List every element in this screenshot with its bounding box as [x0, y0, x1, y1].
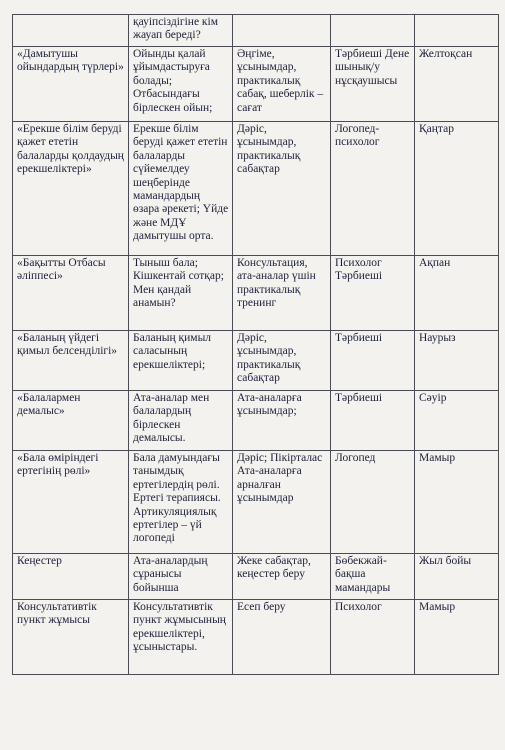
topic-cell: «Баланың үйдегі қимыл белсенділігі»: [13, 331, 129, 391]
responsible-cell: Логопед-психолог: [331, 122, 415, 256]
topic-cell: «Ерекше білім беруді қажет ететін балаларды қолдаудың ерекшеліктері»: [13, 122, 129, 256]
date-cell: [415, 15, 499, 47]
responsible-cell: Тәрбиеші: [331, 391, 415, 451]
responsible-cell: [331, 15, 415, 47]
form-cell: Дәріс; Пікірталас Ата-аналарға арналған ұсынымдар: [233, 451, 331, 554]
form-cell: Дәріс, ұсынымдар, практикалық сабақтар: [233, 331, 331, 391]
table-row: [13, 554, 499, 600]
form-cell: Есеп беру: [233, 600, 331, 675]
date-cell: Қаңтар: [415, 122, 499, 256]
responsible-cell: Психолог: [331, 600, 415, 675]
responsible-cell: Тәрбиеші: [331, 331, 415, 391]
table-row: [13, 256, 499, 331]
content-cell: Консультативтік пункт жұмысының ерекшеліктері, ұсыныстары.: [129, 600, 233, 675]
form-cell: Консультация, ата-аналар үшін практикалық тренинг: [233, 256, 331, 331]
table-row: [13, 15, 499, 47]
content-cell: Тыныш бала; Кішкентай сотқар; Мен қандай анамын?: [129, 256, 233, 331]
content-cell: Ерекше білім беруді қажет ететін балаларды сүйемелдеу шеңберінде мамандардың өзара әрекеті; Үйде және МДҰ дамытушы орта.: [129, 122, 233, 256]
date-cell: Ақпан: [415, 256, 499, 331]
content-cell: Баланың қимыл саласының ерекшеліктері;: [129, 331, 233, 391]
content-cell: Ата-аналардың сұранысы бойынша: [129, 554, 233, 600]
form-cell: Жеке сабақтар, кеңестер беру: [233, 554, 331, 600]
table-row: [13, 47, 499, 122]
content-cell: қауіпсіздігіне кім жауап береді?: [129, 15, 233, 47]
content-cell: Ата-аналар мен балалардың бірлескен демалысы.: [129, 391, 233, 451]
content-cell: Бала дамуындағы танымдық ертегілердің рөлі. Ертегі терапиясы. Артикуляциялық ертегілер – үй логопеді: [129, 451, 233, 554]
content-cell: Ойынды қалай ұйымдастыруға болады; Отбасындағы бірлескен ойын;: [129, 47, 233, 122]
responsible-cell: Тәрбиеші Дене шынық/у нұсқаушысы: [331, 47, 415, 122]
topic-cell: «Бақытты Отбасы әліппесі»: [13, 256, 129, 331]
topic-cell: [13, 15, 129, 47]
parent-work-plan-table: [12, 14, 499, 675]
form-cell: Әңгіме, ұсынымдар, практикалық сабақ, шеберлік – сағат: [233, 47, 331, 122]
responsible-cell: Психолог Тәрбиеші: [331, 256, 415, 331]
date-cell: Мамыр: [415, 600, 499, 675]
topic-cell: Консультативтік пункт жұмысы: [13, 600, 129, 675]
table-row: [13, 391, 499, 451]
date-cell: Сәуір: [415, 391, 499, 451]
date-cell: Мамыр: [415, 451, 499, 554]
topic-cell: «Балалармен демалыс»: [13, 391, 129, 451]
table-row: [13, 451, 499, 554]
responsible-cell: Бөбекжай-бақша мамандары: [331, 554, 415, 600]
table-row: [13, 122, 499, 256]
date-cell: Наурыз: [415, 331, 499, 391]
table-row: [13, 331, 499, 391]
responsible-cell: Логопед: [331, 451, 415, 554]
form-cell: Ата-аналарға ұсынымдар;: [233, 391, 331, 451]
topic-cell: «Дамытушы ойындардың түрлері»: [13, 47, 129, 122]
topic-cell: «Бала өміріндегі ертегінің рөлі»: [13, 451, 129, 554]
form-cell: [233, 15, 331, 47]
form-cell: Дәріс, ұсынымдар, практикалық сабақтар: [233, 122, 331, 256]
topic-cell: Кеңестер: [13, 554, 129, 600]
date-cell: Желтоқсан: [415, 47, 499, 122]
date-cell: Жыл бойы: [415, 554, 499, 600]
table-row: [13, 600, 499, 675]
